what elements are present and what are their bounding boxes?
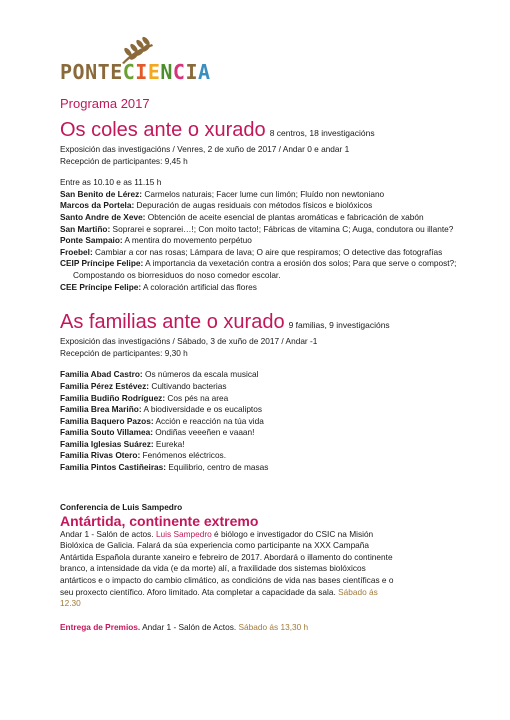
logo-letter: N bbox=[85, 60, 98, 84]
school-item: San Martiño: Soprarei e soprarei…!; Con moito tacto!; Fábricas de vitamina C; Auga, condutora ou illante? bbox=[60, 223, 454, 234]
family-item: Familia Pérez Estévez: Cultivando bacterias bbox=[60, 380, 227, 391]
logo-letter: E bbox=[110, 60, 123, 84]
conference-section bbox=[60, 502, 480, 610]
awards-time: Sábado ás 13,30 h bbox=[238, 621, 309, 632]
conference-description: Andar 1 - Salón de actos. Luis Sampedro é biólogo e investigador do CSIC na Misión Biolóxica de Galicia. Falará da súa experiencia como participante na XXX Campaña Antártida Española durante xaneiro e febreiro de 2017. Abordará o illamento do continente branco, a intensidade da vida (e da morte) alí, a fraxilidade dos sistemas biolóxicos antárticos e o impacto do cambio climático, as condicións de vida nas bases científicas e o seu proxecto científico. Aforo limitado. Ata completar a capacidade da sala. Sábado ás 12.30 bbox=[60, 528, 394, 609]
awards-line: Entrega de Premios. Andar 1 - Salón de Actos. Sábado ás 13,30 h bbox=[60, 621, 309, 632]
reception-info: Recepción de participantes: 9,30 h bbox=[60, 347, 188, 358]
school-item: Santo Andre de Xeve: Obtención de aceite esencial de plantas aromáticas e fabricación de xabón bbox=[60, 211, 424, 222]
logo-letter: N bbox=[160, 60, 173, 84]
family-item: Familia Pintos Castiñeiras: Equilibrio, centro de masas bbox=[60, 462, 269, 473]
reception-info: Recepción de participantes: 9,45 h bbox=[60, 155, 188, 166]
logo-letter: O bbox=[72, 60, 86, 84]
families-list bbox=[60, 369, 480, 473]
program-content bbox=[60, 96, 480, 633]
section-title bbox=[60, 311, 480, 336]
schools-section bbox=[60, 119, 480, 293]
section-title-text: Os coles ante o xurado bbox=[60, 119, 266, 141]
family-item: Familia Rivas Otero: Fenómenos eléctricos. bbox=[60, 450, 227, 461]
awards-label: Entrega de Premios. bbox=[60, 621, 141, 632]
family-item: Familia Brea Mariño: A biodiversidade e os eucaliptos bbox=[60, 404, 262, 415]
school-item: Marcos da Portela: Depuración de augas residuais con métodos físicos e biolóxicos bbox=[60, 200, 373, 211]
families-section bbox=[60, 311, 480, 474]
school-item: Ponte Sampaio: A mentira do movemento perpétuo bbox=[60, 235, 252, 246]
school-item: CEE Príncipe Felipe: A coloración artificial das flores bbox=[60, 281, 257, 292]
school-item-continuation: Compostando os biorresiduos do noso comedor escolar. bbox=[73, 269, 281, 280]
ponteciencia-logo bbox=[60, 36, 211, 86]
family-item: Familia Souto Villamea: Ondiñas veeeñen e vaaan! bbox=[60, 427, 255, 438]
school-item: San Benito de Lérez: Carmelos naturais; Facer lume cun limón; Fluído non newtoniano bbox=[60, 188, 385, 199]
school-item: CEIP Príncipe Felipe: A importancia da vexetación contra a erosión dos solos; Para que serve o compost?; bbox=[60, 258, 457, 269]
logo-letter: E bbox=[147, 60, 161, 84]
logo-letter: I bbox=[135, 60, 148, 84]
logo-letter: C bbox=[172, 60, 186, 84]
section-subtitle: 9 familias, 9 investigacións bbox=[288, 320, 390, 331]
exposition-info: Exposición das investigacións / Sábado, 3 de xuño de 2017 / Andar -1 bbox=[60, 336, 318, 347]
logo-letter: I bbox=[185, 60, 199, 84]
exposition-info: Exposición das investigacións / Venres, 2 de xuño de 2017 / Andar 0 e andar 1 bbox=[60, 144, 350, 154]
family-item: Familia Iglesias Suárez: Eureka! bbox=[60, 438, 185, 449]
section-subtitle: 8 centros, 18 investigacións bbox=[269, 128, 375, 138]
family-item: Familia Budiño Rodríguez: Cos pés na area bbox=[60, 392, 229, 403]
conference-time: Sábado ás 12.30 bbox=[60, 586, 378, 609]
logo-letter: A bbox=[198, 60, 211, 84]
schools-list bbox=[60, 189, 480, 293]
logo-letter: T bbox=[97, 60, 111, 84]
logo-letter: C bbox=[122, 60, 136, 84]
logo-wordmark bbox=[60, 60, 211, 84]
speaker-name: Luis Sampedro bbox=[155, 528, 212, 539]
section-title-text: As familias ante o xurado bbox=[60, 311, 285, 334]
section-title bbox=[60, 119, 480, 144]
conference-label: Conferencia de Luis Sampedro bbox=[60, 501, 183, 512]
conference-title: Antártida, continente extremo bbox=[60, 512, 259, 529]
school-item: Froebel: Cambiar a cor nas rosas; Lámpara de lava; O aire que respiramos; O detective das fotografías bbox=[60, 246, 443, 257]
family-item: Familia Baquero Pazos: Acción e reacción na túa vida bbox=[60, 415, 264, 426]
logo-letter: P bbox=[60, 60, 73, 84]
time-range: Entre as 10.10 e as 11.15 h bbox=[60, 177, 162, 188]
family-item: Familia Abad Castro: Os números da escala musical bbox=[60, 369, 259, 380]
program-title: Programa 2017 bbox=[60, 96, 150, 111]
